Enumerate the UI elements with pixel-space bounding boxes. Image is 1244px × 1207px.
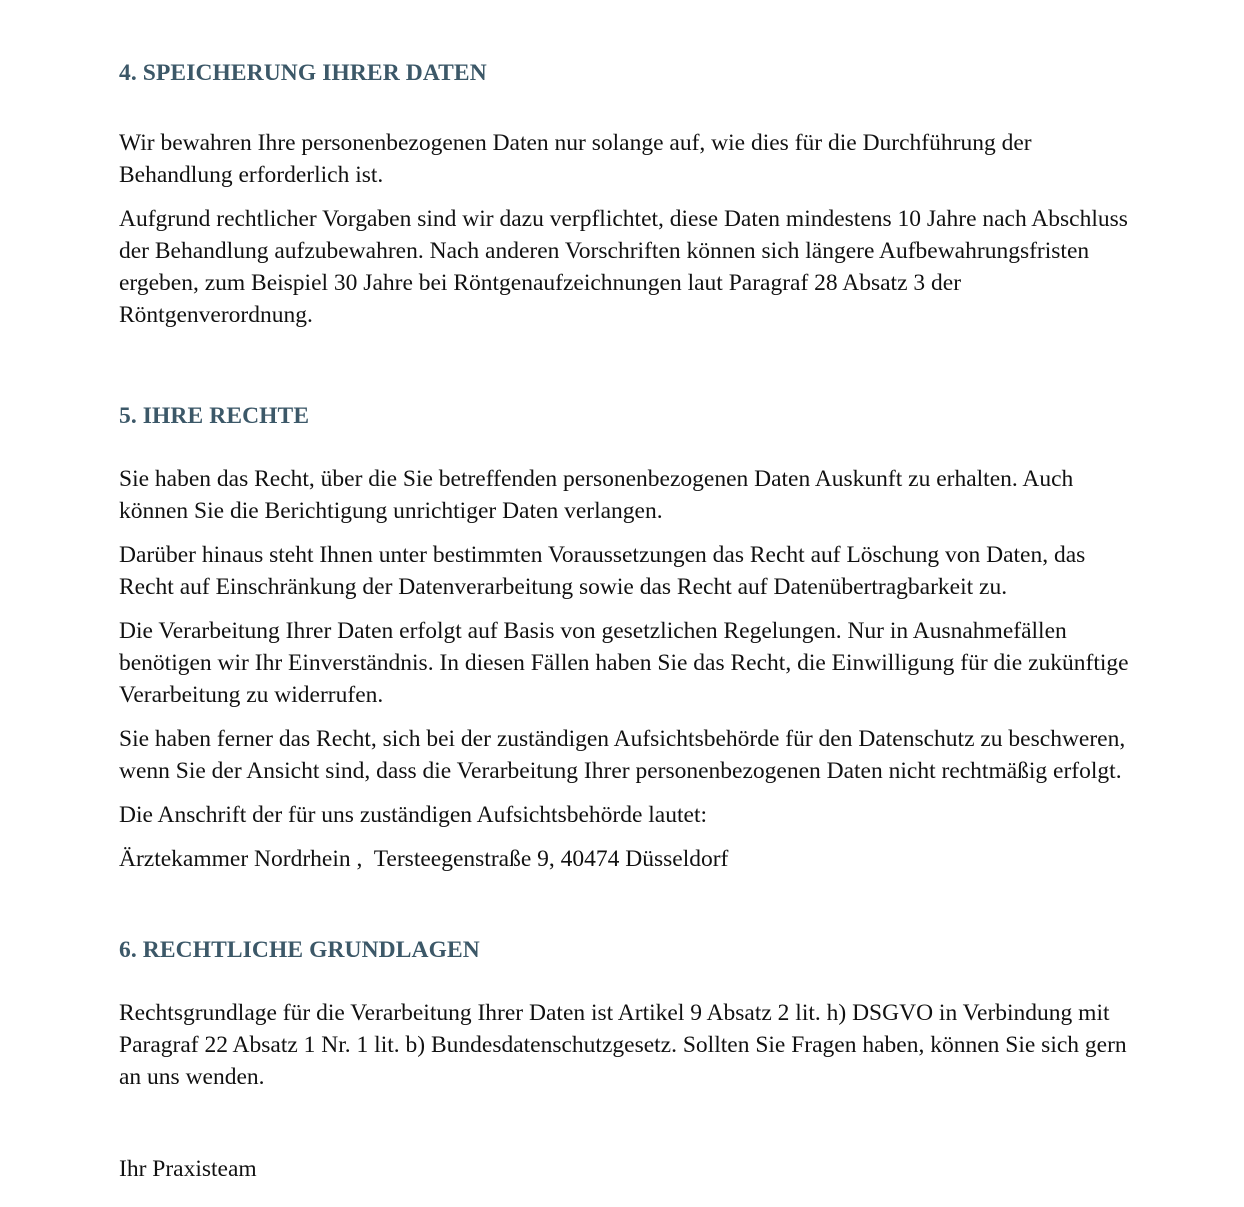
storage-paragraph-1: Wir bewahren Ihre personenbezogenen Daten nur solange auf, wie dies für die Durchführung der Behandlung erforderlich ist. <box>119 130 1032 188</box>
rights-paragraph-3: Die Verarbeitung Ihrer Daten erfolgt auf Basis von gesetzlichen Regelungen. Nur in Ausnahmefällen benötigen wir Ihr Einverständnis. In diesen Fällen haben Sie das Recht, die Einwilligung für die zukünftige Verarbeitung zu widerrufen. <box>119 618 1129 708</box>
authority-address: Ärztekammer Nordrhein , Tersteegenstraße 9, 40474 Düsseldorf <box>119 846 729 872</box>
section-heading-storage: 4. SPEICHERUNG IHRER DATEN <box>119 60 487 86</box>
section-storage <box>119 58 1139 331</box>
section-heading-legal-basis: 6. RECHTLICHE GRUNDLAGEN <box>119 937 480 963</box>
rights-paragraph-1: Sie haben das Recht, über die Sie betreffenden personenbezogenen Daten Auskunft zu erhalten. Auch können Sie die Berichtigung unrichtiger Daten verlangen. <box>119 466 1074 524</box>
privacy-document <box>119 58 1139 1185</box>
rights-paragraph-4: Sie haben ferner das Recht, sich bei der zuständigen Aufsichtsbehörde für den Datenschutz zu beschweren, wenn Sie der Ansicht sind, dass die Verarbeitung Ihrer personenbezogenen Daten nicht rechtmäßig erfolgt. <box>119 726 1126 784</box>
section-legal-basis <box>119 935 1139 1093</box>
section-rights <box>119 401 1139 875</box>
authority-intro: Die Anschrift der für uns zuständigen Aufsichtsbehörde lautet: <box>119 802 708 828</box>
closing-signature: Ihr Praxisteam <box>119 1156 257 1182</box>
storage-paragraph-2: Aufgrund rechtlicher Vorgaben sind wir dazu verpflichtet, diese Daten mindestens 10 Jahre nach Abschluss der Behandlung aufzubewahren. Nach anderen Vorschriften können sich längere Aufbewahrungsfristen ergeben, zum Beispiel 30 Jahre bei Röntgenaufzeichnungen laut Paragraf 28 Absatz 3 der Röntgenverordnung. <box>119 206 1128 328</box>
section-heading-rights: 5. IHRE RECHTE <box>119 403 310 429</box>
legal-basis-paragraph: Rechtsgrundlage für die Verarbeitung Ihrer Daten ist Artikel 9 Absatz 2 lit. h) DSGVO in Verbindung mit Paragraf 22 Absatz 1 Nr. 1 lit. b) Bundesdatenschutzgesetz. Sollten Sie Fragen haben, können Sie sich gern an uns wenden. <box>119 1000 1127 1090</box>
rights-paragraph-2: Darüber hinaus steht Ihnen unter bestimmten Voraussetzungen das Recht auf Löschung von Daten, das Recht auf Einschränkung der Datenverarbeitung sowie das Recht auf Datenübertragbarkeit zu. <box>119 542 1086 600</box>
